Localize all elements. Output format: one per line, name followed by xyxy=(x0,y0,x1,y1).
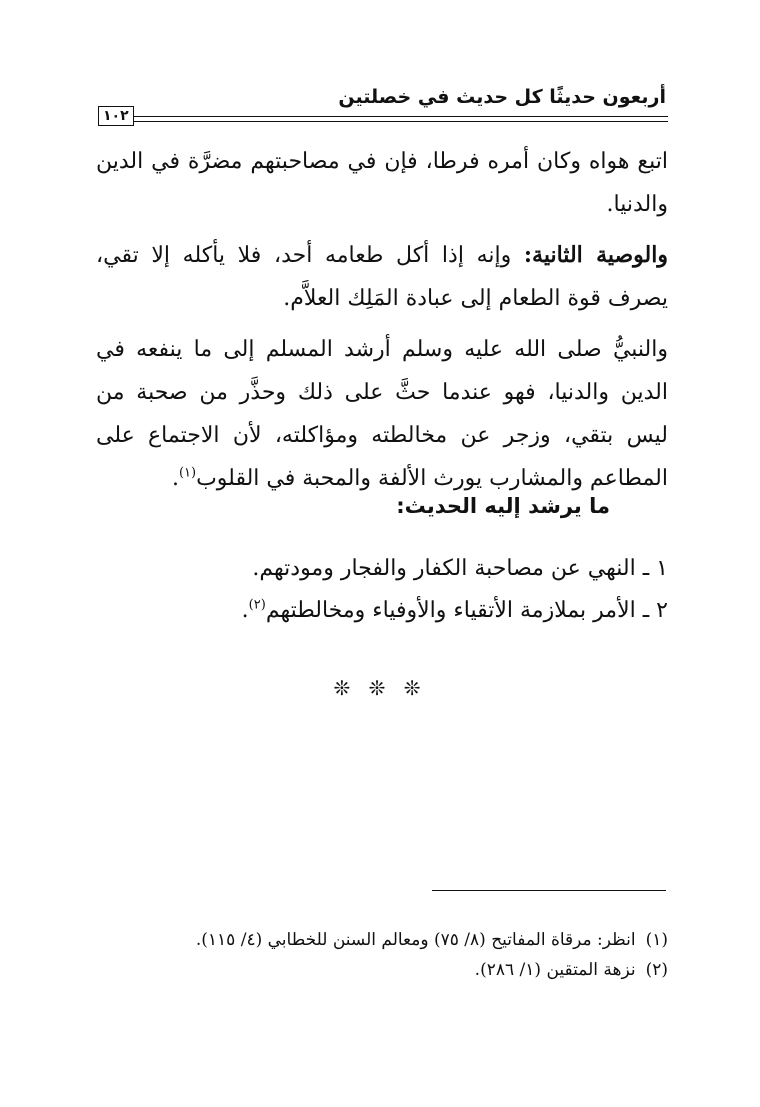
footnote-ref-2: (٢) xyxy=(248,597,266,613)
footnote-ref-1: (١) xyxy=(178,465,197,481)
paragraph-3-end: . xyxy=(171,466,179,491)
guidance-list xyxy=(96,548,668,632)
footnote-2-text: نزهة المتقين (١/ ٢٨٦). xyxy=(474,960,636,980)
paragraph-2-lead: والوصية الثانية: xyxy=(523,242,668,268)
paragraph-2 xyxy=(96,234,668,320)
header-rule-lower xyxy=(134,121,668,122)
paragraph-2-text: وإنه إذا أكل طعامه أحد، فلا يأكله إلا تقي، يصرف قوة الطعام إلى عبادة المَلِك العلاَّم. xyxy=(96,243,668,311)
footnote-rule xyxy=(432,890,666,891)
page-number-text: ١٠٢ xyxy=(103,108,129,124)
running-title: أربعون حديثًا كل حديث في خصلتين xyxy=(338,86,666,108)
list-item-2 xyxy=(96,590,668,632)
header-rule-upper xyxy=(134,116,668,117)
footnote-1-number: (١) xyxy=(645,930,668,950)
body-text xyxy=(96,140,668,508)
footnote-2 xyxy=(120,955,668,985)
paragraph-3 xyxy=(96,328,668,500)
list-item-2-end: . xyxy=(241,598,249,623)
paragraph-1: اتبع هواه وكان أمره فرطا، فإن في مصاحبتهم مضرَّة في الدين والدنيا. xyxy=(96,149,668,217)
section-heading: ما يرشد إليه الحديث: xyxy=(396,494,610,518)
footnote-1 xyxy=(120,925,668,955)
footnote-1-text: انظر: مرقاة المفاتيح (٨/ ٧٥) ومعالم السنن للخطابي (٤/ ١١٥). xyxy=(195,930,636,950)
page-number xyxy=(98,106,134,126)
footnotes xyxy=(120,925,668,985)
list-item-1: ١ ـ النهي عن مصاحبة الكفار والفجار ومودتهم. xyxy=(252,556,668,581)
section-divider-stars: ❊ ❊ ❊ xyxy=(333,676,427,700)
list-item-2-text: ٢ ـ الأمر بملازمة الأتقياء والأوفياء ومخالطتهم xyxy=(265,598,668,623)
footnote-2-number: (٢) xyxy=(645,960,668,980)
paragraph-3-text: والنبيُّ صلى الله عليه وسلم أرشد المسلم إلى ما ينفعه في الدين والدنيا، فهو عندما حثَّ على ذلك وحذَّر من صحبة من ليس بتقي، وزجر عن مخالطته ومؤاكلته، لأن الاجتماع على المطاعم والمشارب يورث الألفة والمحبة في القلوب xyxy=(96,337,668,491)
